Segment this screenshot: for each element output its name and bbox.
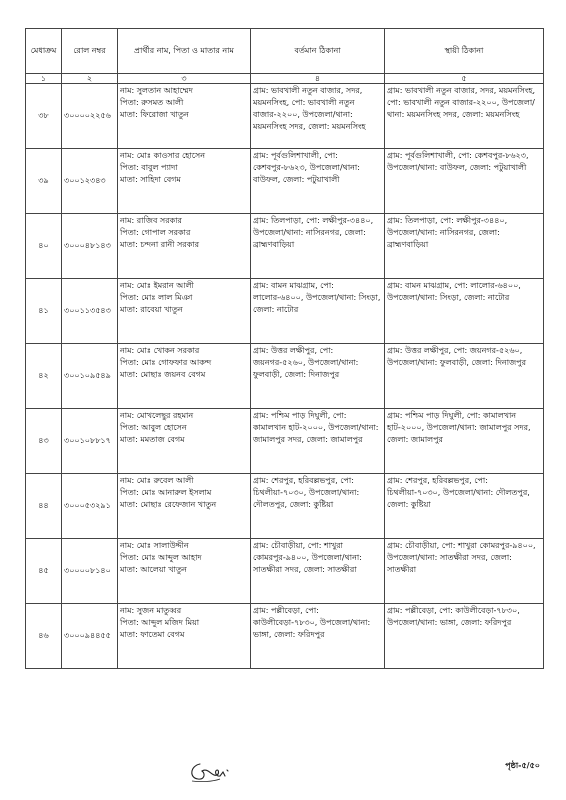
page-number: পৃষ্ঠা-৫/৫০ (505, 761, 540, 770)
candidate-info (118, 474, 251, 539)
header-permanent-address: স্থায়ী ঠিকানা (385, 29, 544, 74)
candidate-info (118, 149, 251, 214)
merit-serial: ৩৮ (26, 84, 62, 149)
father-name: পিতা: মোঃ লাল মিঞা (120, 293, 193, 302)
present-address: গ্রাম: চৌবাড়ীয়া, পো: শাখুরা কোমরপুর-৯৪০০, উপজেলা/থানা: সাতক্ষীরা সদর, জেলা: সাতক্ষীরা (251, 539, 385, 604)
candidate-name: নাম: মোঃ খোকন সরকার (120, 346, 200, 355)
father-name: পিতা: মোঃ আব্দুল আহাদ (120, 553, 202, 562)
permanent-address: গ্রাম: পশ্চিম পাড় দিঘুলী, পো: কামালখান হাট-২০০০, উপজেলা/থানা: জামালপুর সদর, জেলা: জামালপুর (385, 409, 544, 474)
merit-serial: ৪৩ (26, 409, 62, 474)
candidate-name: নাম: মোঃ সালাউদ্দীন (120, 541, 189, 550)
mother-name: মাতা: সাহিদা বেগম (120, 175, 181, 184)
roll-number: ৩০০১০৮৮১৭ (62, 409, 118, 474)
header-candidate-name: প্রার্থীর নাম, পিতা ও মাতার নাম (118, 29, 251, 74)
column-number-row (26, 74, 544, 84)
table-row (26, 84, 544, 149)
father-name: পিতা: আব্দুল মজিদ মিয়া (120, 618, 200, 627)
candidate-info (118, 539, 251, 604)
candidate-info (118, 604, 251, 669)
table-row (26, 344, 544, 409)
column-number: ৫ (385, 74, 544, 84)
permanent-address: গ্রাম: পল্লীবেড়া, পো: কাউলীবেড়া-৭৮৩০, উপজেলা/থানা: ভাঙ্গা, জেলা: ফরিদপুর (385, 604, 544, 669)
roll-number: ৩০০০৫৩২৯১ (62, 474, 118, 539)
present-address: গ্রাম: পশ্চিম পাড় দিঘুলী, পো: কামালখান হাট-২০০০, উপজেলা/থানা: জামালপুর সদর, জেলা: জামালপুর (251, 409, 385, 474)
father-name: পিতা: বাবুল প্যাদা (120, 163, 178, 172)
column-number: ৪ (251, 74, 385, 84)
candidate-name: নাম: মোঃ কাওসার হোসেন (120, 151, 205, 160)
candidate-name: নাম: রাজিব সরকার (120, 216, 182, 225)
mother-name: মাতা: আলেয়া খাতুন (120, 565, 187, 574)
candidate-info (118, 409, 251, 474)
permanent-address: গ্রাম: উত্তর লক্ষীপুর, পো: জয়নগর-৫২৬০, উপজেলা/থানা: ফুলবাড়ী, জেলা: দিনাজপুর (385, 344, 544, 409)
father-name: পিতা: মোঃ আনারুল ইসলাম (120, 488, 212, 497)
roll-number: ৩০০০০৮১৪০ (62, 539, 118, 604)
candidate-name: নাম: মোঃ রুবেল আলী (120, 476, 194, 485)
mother-name: মাতা: ফাতেমা বেগম (120, 630, 185, 639)
header-row (26, 29, 544, 74)
merit-serial: ৪৫ (26, 539, 62, 604)
present-address: গ্রাম: পূর্বগুলিশাখালী, পো: কেশবপুর-৮৬২৩, উপজেলা/থানা: বাউফল, জেলা: পটুয়াখালী (251, 149, 385, 214)
candidate-info (118, 214, 251, 279)
roll-number: ৩০০১১৩৫৪৩ (62, 279, 118, 344)
permanent-address: গ্রাম: তিলপাড়া, পো: লক্ষীপুর-৩৪৪০, উপজেলা/থানা: নাসিরনগর, জেলা: ব্রাহ্মণবাড়িয়া (385, 214, 544, 279)
signature-mark (186, 758, 232, 784)
permanent-address: গ্রাম: চৌবাড়ীয়া, পো: শাখুরা কোমরপুর-৯৪০০, উপজেলা/থানা: সাতক্ষীরা সদর, জেলা: সাতক্ষীরা (385, 539, 544, 604)
table-row (26, 409, 544, 474)
mother-name: মাতা: চন্দনা রানী সরকার (120, 240, 200, 249)
present-address: গ্রাম: উত্তর লক্ষীপুর, পো: জয়নগর-৫২৬০, উপজেলা/থানা: ফুলবাড়ী, জেলা: দিনাজপুর (251, 344, 385, 409)
permanent-address: গ্রাম: পূর্বগুলিশাখালী, পো: কেশবপুর-৮৬২৩, উপজেলা/থানা: বাউফল, জেলা: পটুয়াখালী (385, 149, 544, 214)
permanent-address: গ্রাম: শেরপুর, হরিবল্লভপুর, পো: চিথলীয়া-৭০৩০, উপজেলা/থানা: দৌলতপুর, জেলা: কুষ্টিয়া (385, 474, 544, 539)
header-merit-serial: মেধাক্রম (26, 29, 62, 74)
candidate-info (118, 344, 251, 409)
merit-serial: ৪০ (26, 214, 62, 279)
roll-number: ৩০০০৪৮১৪৩ (62, 214, 118, 279)
candidate-info (118, 279, 251, 344)
merit-serial: ৪২ (26, 344, 62, 409)
merit-serial: ৩৯ (26, 149, 62, 214)
present-address: গ্রাম: তিলপাড়া, পো: লক্ষীপুর-৩৪৪০, উপজেলা/থানা: নাসিরনগর, জেলা: ব্রাহ্মণবাড়িয়া (251, 214, 385, 279)
merit-serial: ৪১ (26, 279, 62, 344)
roll-number: ৩০০১০৯৫৪৯ (62, 344, 118, 409)
father-name: পিতা: রুসমত আলী (120, 98, 184, 107)
father-name: পিতা: গোপাল সরকার (120, 228, 191, 237)
table-row (26, 149, 544, 214)
present-address: গ্রাম: শেরপুর, হরিবল্লভপুর, পো: চিথলীয়া-৭০৩০, উপজেলা/থানা: দৌলতপুর, জেলা: কুষ্টিয়া (251, 474, 385, 539)
table-row (26, 474, 544, 539)
header-present-address: বর্তমান ঠিকানা (251, 29, 385, 74)
mother-name: মাতা: রাবেয়া খাতুন (120, 305, 183, 314)
permanent-address: গ্রাম: ভাবখালী নতুন বাজার, সদর, ময়মনসিংহ, পো: ভাবখালী নতুন বাজার-২২০০, উপজেলা/থানা: ময়মনসিংহ সদর, জেলা: ময়মনসিংহ (385, 84, 544, 149)
candidate-name: নাম: সুজন মাতুব্বর (120, 606, 182, 615)
roll-number: ৩০০০৯৪৪৫৫ (62, 604, 118, 669)
father-name: পিতা: মোঃ গোফফার আকন্দ (120, 358, 212, 367)
present-address: গ্রাম: ভাবখালী নতুন বাজার, সদর, ময়মনসিংহ, পো: ভাবখালী নতুন বাজার-২২০০, উপজেলা/থানা: ময়মনসিংহ সদর, জেলা: ময়মনসিংহ (251, 84, 385, 149)
permanent-address: গ্রাম: বামন মাঝগ্রাম, পো: লালোর-৬৪০০, উপজেলা/থানা: সিংড়া, জেলা: নাটোর (385, 279, 544, 344)
present-address: গ্রাম: পল্লীবেড়া, পো: কাউলীবেড়া-৭৮৩০, উপজেলা/থানা: ভাঙ্গা, জেলা: ফরিদপুর (251, 604, 385, 669)
mother-name: মাতা: মমতাজ বেগম (120, 435, 185, 444)
table-row (26, 604, 544, 669)
table-row (26, 539, 544, 604)
roll-number: ৩০০০০২২৫৬ (62, 84, 118, 149)
table-row (26, 214, 544, 279)
mother-name: মাতা: মোছাঃ রেফেজান খাতুন (120, 500, 217, 509)
mother-name: মাতা: ফিরোজা খাতুন (120, 110, 189, 119)
column-number: ২ (62, 74, 118, 84)
merit-serial: ৪৬ (26, 604, 62, 669)
roll-number: ৩০০১২৩৪৩ (62, 149, 118, 214)
merit-list-table (25, 28, 544, 669)
candidate-name: নাম: মোখলেছুর রহমান (120, 411, 194, 420)
candidate-name: নাম: মোঃ ইমরান আলী (120, 281, 194, 290)
candidate-name: নাম: সুলতান আহাম্মেদ (120, 86, 193, 95)
column-number: ১ (26, 74, 62, 84)
merit-serial: ৪৪ (26, 474, 62, 539)
header-roll-number: রোল নম্বর (62, 29, 118, 74)
table-row (26, 279, 544, 344)
mother-name: মাতা: মোছাঃ জয়নব বেগম (120, 370, 206, 379)
column-number: ৩ (118, 74, 251, 84)
candidate-info (118, 84, 251, 149)
present-address: গ্রাম: বামন মাঝগ্রাম, পো: লালোর-৬৪০০, উপজেলা/থানা: সিংড়া, জেলা: নাটোর (251, 279, 385, 344)
father-name: পিতা: আবুল হোসেন (120, 423, 187, 432)
